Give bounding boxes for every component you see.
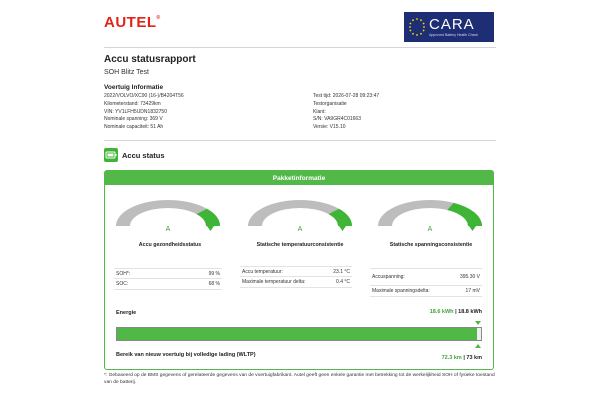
max-voltage-delta-value: 17 mV [465,288,480,294]
version: Versie: V15.10 [313,124,346,131]
odometer: Kilometerstand: 73429km [104,100,161,107]
max-temperature-delta-value: 0.4 °C [336,279,350,285]
cara-title: CARA [429,15,475,33]
test-organisation: Testorganisatie [313,100,347,107]
soh-label: SOH*: [116,270,131,277]
soc-label: SOC: [116,281,129,287]
health-gauge [108,193,228,233]
table-row [114,279,222,290]
vehicle-info-left [104,93,184,132]
range-label: Bereik van nieuw voertuig bij volledige lading (WLTP) [116,352,256,358]
range-separator: | [463,355,465,361]
voltage-table [370,268,482,297]
header-divider [104,47,496,48]
energy-separator: | [455,309,457,315]
temperature-gauge [240,193,360,233]
soh-value: 99 % [208,270,220,277]
serial-number: S/N: VA9GR4C01663 [313,116,361,123]
battery-temperature-label: Accu temperatuur: [242,268,283,275]
voltage-gauge-fill [447,203,482,226]
energy-current: 18.6 kWh [429,309,454,315]
battery-icon [104,148,118,162]
test-time: Test tijd: 2026-07-28 09:23:47 [313,93,380,99]
temperature-gauge-label: Statische temperatuurconsistentie [256,242,344,248]
voltage-gauge-label: Statische spanningsconsistentie [389,242,473,248]
customer: Klant: [313,108,326,115]
max-temperature-delta-label: Maximale temperatuur delta: [242,279,306,285]
report-subtitle: SOH Blitz Test [104,69,149,76]
battery-voltage-value: 395.30 V [459,274,480,280]
voltage-gauge [370,193,490,233]
table-row [370,286,482,297]
nominal-capacity: Nominale capaciteit: 51 Ah [104,124,164,131]
battery-status-label: Accu status [122,150,165,160]
energy-marker-icon [475,321,481,325]
battery-status-heading [104,148,165,162]
package-info-title: Pakketinformatie [105,171,493,185]
brand-name: AUTEL [104,14,157,31]
table-row [240,277,352,288]
battery-voltage-label: Accuspanning: [372,274,405,280]
temperature-grade: A [297,226,303,233]
info-divider [104,140,496,141]
battery-temperature-value: 23.1 °C [333,268,350,275]
energy-total: 18.8 kWh [458,309,482,315]
voltage-grade: A [427,226,433,233]
cara-tagline: Approved Battery Health Check [429,32,479,37]
max-voltage-delta-label: Maximale spanningsdelta: [372,288,430,294]
vehicle-model: 2022/VOLVO/XC90 (16-)/B4204T56 [104,93,184,99]
table-row [114,268,222,279]
health-gauge-label: Accu gezondheidsstatus [138,242,202,248]
table-row [370,268,482,286]
autel-logo: AUTEL® [104,14,161,31]
vin: VIN: YV1LFH5UDN1832750 [104,108,167,115]
temperature-table [240,266,352,288]
report-title: Accu statusrapport [104,54,196,65]
energy-bar [116,327,482,341]
range-value [442,355,482,361]
energy-label: Energie [116,310,137,316]
eu-stars-icon [407,16,427,38]
table-row [240,266,352,277]
nominal-voltage: Nominale spanning: 369 V [104,116,163,123]
health-grade: A [165,226,171,233]
cara-badge [404,12,494,42]
footnote: *: Gebaseerd op de BMS gegevens of gerelateerde gegevens van de voertuigfabrikant. Autel geeft geen enkele garantie met betrekking tot de werkelijkheid SOH of fysieke toestand van de batterij. [104,373,495,385]
health-table [114,268,222,290]
vehicle-info-heading: Voertuig Informatie [104,84,164,91]
range-total: 73 km [466,355,482,361]
soc-value: 68 % [208,281,220,287]
energy-value [430,309,482,315]
energy-bar-fill [117,328,477,340]
vehicle-info-right [313,93,379,132]
range-current: 72.3 km [441,355,462,361]
range-marker-icon [475,344,481,348]
